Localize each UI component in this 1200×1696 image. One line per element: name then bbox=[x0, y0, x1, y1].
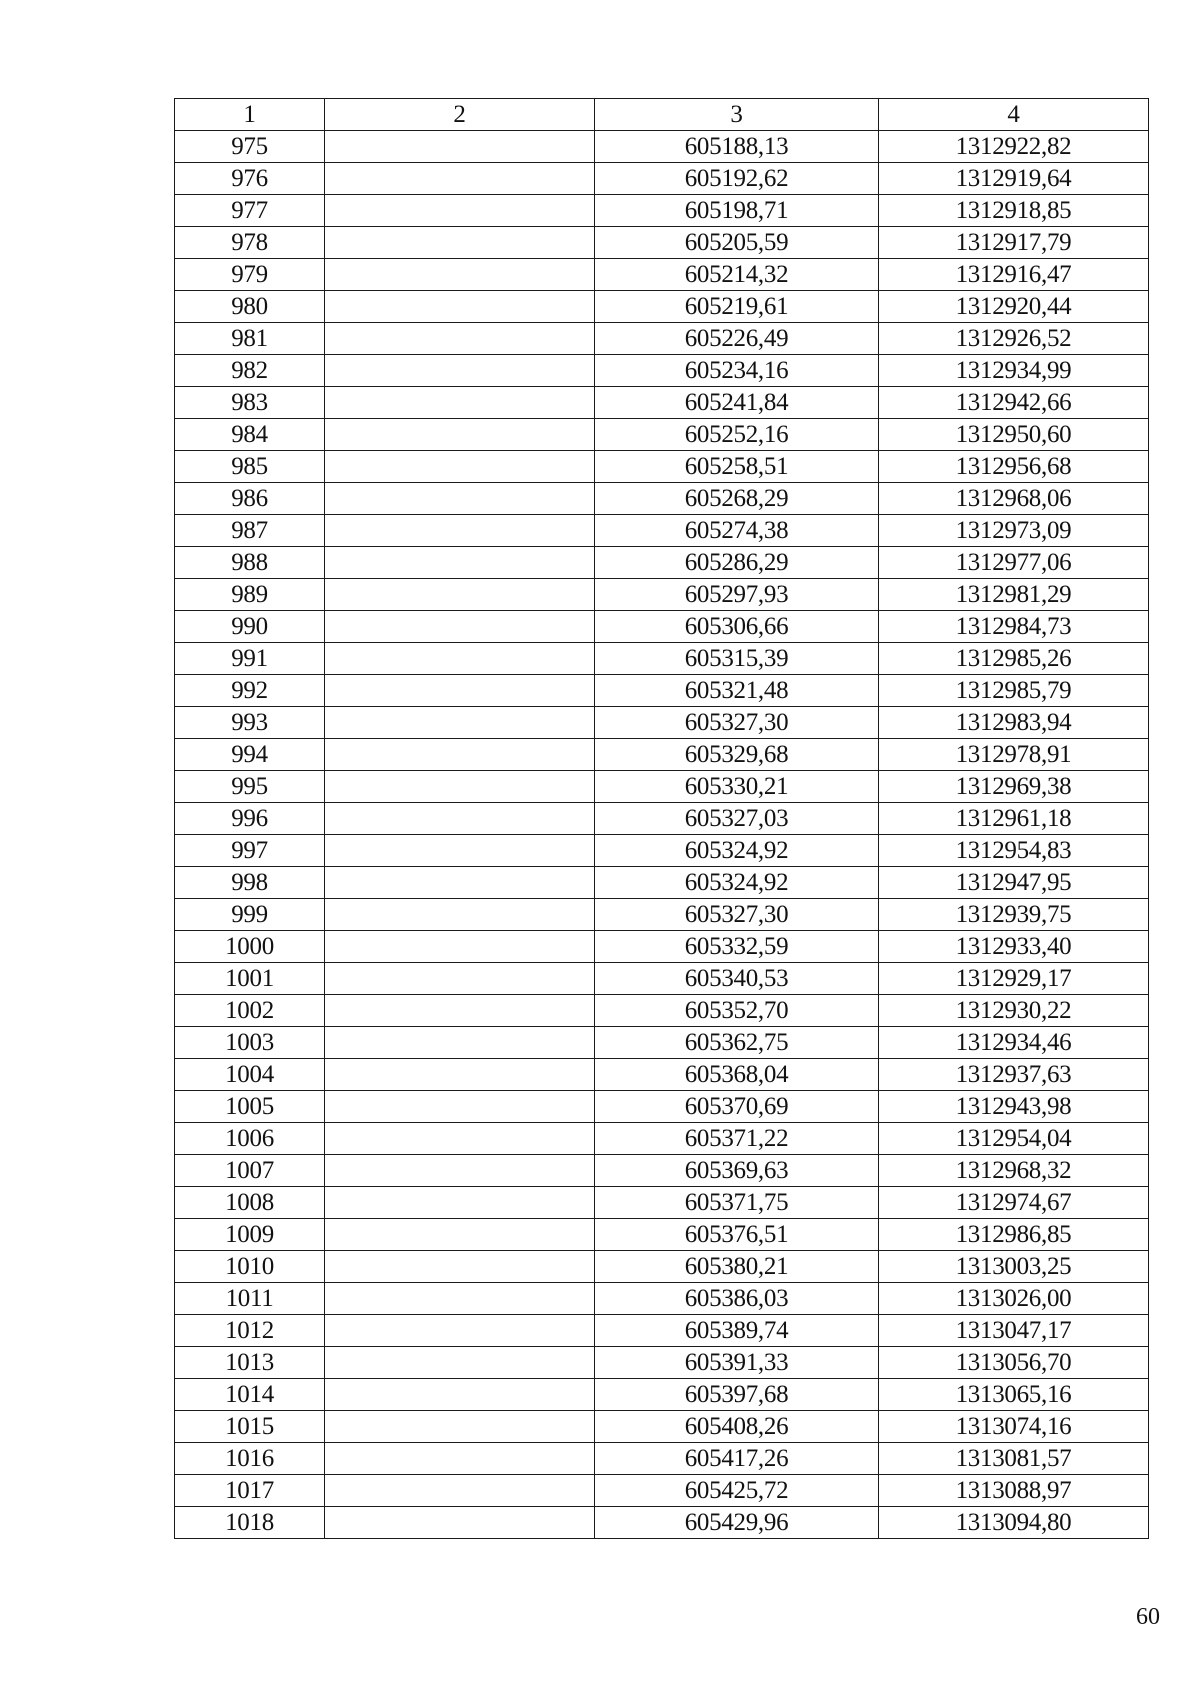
table-row bbox=[175, 867, 1149, 899]
description-cell bbox=[325, 579, 595, 611]
description-cell bbox=[325, 451, 595, 483]
x-coordinate-cell: 605391,33 bbox=[595, 1347, 879, 1379]
y-coordinate-cell: 1312934,99 bbox=[879, 355, 1149, 387]
point-number-cell: 985 bbox=[175, 451, 325, 483]
description-cell bbox=[325, 739, 595, 771]
description-cell bbox=[325, 483, 595, 515]
column-header-3: 3 bbox=[595, 99, 879, 131]
y-coordinate-cell: 1312956,68 bbox=[879, 451, 1149, 483]
table-row bbox=[175, 1411, 1149, 1443]
table-row bbox=[175, 1027, 1149, 1059]
x-coordinate-cell: 605370,69 bbox=[595, 1091, 879, 1123]
x-coordinate-cell: 605352,70 bbox=[595, 995, 879, 1027]
table-header-row bbox=[175, 99, 1149, 131]
description-cell bbox=[325, 355, 595, 387]
table-row bbox=[175, 1059, 1149, 1091]
table-row bbox=[175, 387, 1149, 419]
x-coordinate-cell: 605386,03 bbox=[595, 1283, 879, 1315]
y-coordinate-cell: 1312918,85 bbox=[879, 195, 1149, 227]
table-row bbox=[175, 1475, 1149, 1507]
x-coordinate-cell: 605408,26 bbox=[595, 1411, 879, 1443]
table-row bbox=[175, 1347, 1149, 1379]
y-coordinate-cell: 1313003,25 bbox=[879, 1251, 1149, 1283]
table-row bbox=[175, 515, 1149, 547]
description-cell bbox=[325, 227, 595, 259]
table-row bbox=[175, 1219, 1149, 1251]
y-coordinate-cell: 1312926,52 bbox=[879, 323, 1149, 355]
description-cell bbox=[325, 547, 595, 579]
y-coordinate-cell: 1312985,26 bbox=[879, 643, 1149, 675]
y-coordinate-cell: 1312969,38 bbox=[879, 771, 1149, 803]
point-number-cell: 997 bbox=[175, 835, 325, 867]
point-number-cell: 987 bbox=[175, 515, 325, 547]
description-cell bbox=[325, 931, 595, 963]
table-row bbox=[175, 1283, 1149, 1315]
x-coordinate-cell: 605340,53 bbox=[595, 963, 879, 995]
description-cell bbox=[325, 675, 595, 707]
y-coordinate-cell: 1312974,67 bbox=[879, 1187, 1149, 1219]
coordinates-table bbox=[174, 98, 1149, 1539]
x-coordinate-cell: 605369,63 bbox=[595, 1155, 879, 1187]
x-coordinate-cell: 605297,93 bbox=[595, 579, 879, 611]
point-number-cell: 1007 bbox=[175, 1155, 325, 1187]
y-coordinate-cell: 1312942,66 bbox=[879, 387, 1149, 419]
description-cell bbox=[325, 643, 595, 675]
x-coordinate-cell: 605268,29 bbox=[595, 483, 879, 515]
x-coordinate-cell: 605429,96 bbox=[595, 1507, 879, 1539]
point-number-cell: 981 bbox=[175, 323, 325, 355]
y-coordinate-cell: 1312984,73 bbox=[879, 611, 1149, 643]
table-row bbox=[175, 1315, 1149, 1347]
y-coordinate-cell: 1312934,46 bbox=[879, 1027, 1149, 1059]
table-row bbox=[175, 1187, 1149, 1219]
table-row bbox=[175, 195, 1149, 227]
table-row bbox=[175, 771, 1149, 803]
x-coordinate-cell: 605425,72 bbox=[595, 1475, 879, 1507]
point-number-cell: 1000 bbox=[175, 931, 325, 963]
description-cell bbox=[325, 387, 595, 419]
point-number-cell: 984 bbox=[175, 419, 325, 451]
y-coordinate-cell: 1312954,04 bbox=[879, 1123, 1149, 1155]
description-cell bbox=[325, 195, 595, 227]
y-coordinate-cell: 1312968,32 bbox=[879, 1155, 1149, 1187]
point-number-cell: 1008 bbox=[175, 1187, 325, 1219]
table-row bbox=[175, 899, 1149, 931]
point-number-cell: 1011 bbox=[175, 1283, 325, 1315]
point-number-cell: 996 bbox=[175, 803, 325, 835]
description-cell bbox=[325, 1219, 595, 1251]
table-row bbox=[175, 931, 1149, 963]
description-cell bbox=[325, 1411, 595, 1443]
point-number-cell: 1013 bbox=[175, 1347, 325, 1379]
x-coordinate-cell: 605327,03 bbox=[595, 803, 879, 835]
point-number-cell: 979 bbox=[175, 259, 325, 291]
table-row bbox=[175, 1379, 1149, 1411]
y-coordinate-cell: 1313094,80 bbox=[879, 1507, 1149, 1539]
x-coordinate-cell: 605252,16 bbox=[595, 419, 879, 451]
point-number-cell: 1004 bbox=[175, 1059, 325, 1091]
table-row bbox=[175, 227, 1149, 259]
description-cell bbox=[325, 291, 595, 323]
description-cell bbox=[325, 1091, 595, 1123]
y-coordinate-cell: 1312916,47 bbox=[879, 259, 1149, 291]
point-number-cell: 978 bbox=[175, 227, 325, 259]
description-cell bbox=[325, 1155, 595, 1187]
table-row bbox=[175, 1155, 1149, 1187]
point-number-cell: 983 bbox=[175, 387, 325, 419]
description-cell bbox=[325, 867, 595, 899]
x-coordinate-cell: 605205,59 bbox=[595, 227, 879, 259]
point-number-cell: 998 bbox=[175, 867, 325, 899]
description-cell bbox=[325, 1027, 595, 1059]
x-coordinate-cell: 605330,21 bbox=[595, 771, 879, 803]
table-row bbox=[175, 835, 1149, 867]
x-coordinate-cell: 605214,32 bbox=[595, 259, 879, 291]
description-cell bbox=[325, 707, 595, 739]
point-number-cell: 1001 bbox=[175, 963, 325, 995]
description-cell bbox=[325, 1443, 595, 1475]
x-coordinate-cell: 605329,68 bbox=[595, 739, 879, 771]
point-number-cell: 980 bbox=[175, 291, 325, 323]
y-coordinate-cell: 1312939,75 bbox=[879, 899, 1149, 931]
description-cell bbox=[325, 131, 595, 163]
y-coordinate-cell: 1312983,94 bbox=[879, 707, 1149, 739]
x-coordinate-cell: 605258,51 bbox=[595, 451, 879, 483]
y-coordinate-cell: 1312954,83 bbox=[879, 835, 1149, 867]
point-number-cell: 1010 bbox=[175, 1251, 325, 1283]
point-number-cell: 994 bbox=[175, 739, 325, 771]
point-number-cell: 986 bbox=[175, 483, 325, 515]
description-cell bbox=[325, 963, 595, 995]
table-row bbox=[175, 547, 1149, 579]
description-cell bbox=[325, 1475, 595, 1507]
page-number: 60 bbox=[1136, 1604, 1160, 1630]
table-row bbox=[175, 131, 1149, 163]
table-row bbox=[175, 803, 1149, 835]
x-coordinate-cell: 605362,75 bbox=[595, 1027, 879, 1059]
point-number-cell: 1006 bbox=[175, 1123, 325, 1155]
x-coordinate-cell: 605368,04 bbox=[595, 1059, 879, 1091]
point-number-cell: 999 bbox=[175, 899, 325, 931]
x-coordinate-cell: 605332,59 bbox=[595, 931, 879, 963]
table-row bbox=[175, 739, 1149, 771]
x-coordinate-cell: 605274,38 bbox=[595, 515, 879, 547]
point-number-cell: 1009 bbox=[175, 1219, 325, 1251]
x-coordinate-cell: 605219,61 bbox=[595, 291, 879, 323]
table-row bbox=[175, 291, 1149, 323]
y-coordinate-cell: 1313088,97 bbox=[879, 1475, 1149, 1507]
description-cell bbox=[325, 1315, 595, 1347]
x-coordinate-cell: 605198,71 bbox=[595, 195, 879, 227]
point-number-cell: 992 bbox=[175, 675, 325, 707]
x-coordinate-cell: 605327,30 bbox=[595, 899, 879, 931]
y-coordinate-cell: 1312937,63 bbox=[879, 1059, 1149, 1091]
description-cell bbox=[325, 1123, 595, 1155]
y-coordinate-cell: 1312978,91 bbox=[879, 739, 1149, 771]
y-coordinate-cell: 1312920,44 bbox=[879, 291, 1149, 323]
table-row bbox=[175, 355, 1149, 387]
x-coordinate-cell: 605327,30 bbox=[595, 707, 879, 739]
description-cell bbox=[325, 163, 595, 195]
y-coordinate-cell: 1312943,98 bbox=[879, 1091, 1149, 1123]
description-cell bbox=[325, 1507, 595, 1539]
description-cell bbox=[325, 803, 595, 835]
point-number-cell: 1002 bbox=[175, 995, 325, 1027]
x-coordinate-cell: 605324,92 bbox=[595, 867, 879, 899]
point-number-cell: 1014 bbox=[175, 1379, 325, 1411]
table-row bbox=[175, 1443, 1149, 1475]
y-coordinate-cell: 1312930,22 bbox=[879, 995, 1149, 1027]
table-row bbox=[175, 1123, 1149, 1155]
y-coordinate-cell: 1312968,06 bbox=[879, 483, 1149, 515]
point-number-cell: 975 bbox=[175, 131, 325, 163]
table-row bbox=[175, 483, 1149, 515]
x-coordinate-cell: 605389,74 bbox=[595, 1315, 879, 1347]
x-coordinate-cell: 605306,66 bbox=[595, 611, 879, 643]
table-row bbox=[175, 675, 1149, 707]
x-coordinate-cell: 605417,26 bbox=[595, 1443, 879, 1475]
description-cell bbox=[325, 771, 595, 803]
y-coordinate-cell: 1313026,00 bbox=[879, 1283, 1149, 1315]
description-cell bbox=[325, 899, 595, 931]
table-body bbox=[175, 131, 1149, 1539]
y-coordinate-cell: 1312947,95 bbox=[879, 867, 1149, 899]
point-number-cell: 1018 bbox=[175, 1507, 325, 1539]
point-number-cell: 1003 bbox=[175, 1027, 325, 1059]
x-coordinate-cell: 605321,48 bbox=[595, 675, 879, 707]
point-number-cell: 990 bbox=[175, 611, 325, 643]
x-coordinate-cell: 605286,29 bbox=[595, 547, 879, 579]
x-coordinate-cell: 605241,84 bbox=[595, 387, 879, 419]
description-cell bbox=[325, 1283, 595, 1315]
point-number-cell: 1017 bbox=[175, 1475, 325, 1507]
x-coordinate-cell: 605315,39 bbox=[595, 643, 879, 675]
y-coordinate-cell: 1312919,64 bbox=[879, 163, 1149, 195]
table-row bbox=[175, 579, 1149, 611]
description-cell bbox=[325, 1059, 595, 1091]
table-row bbox=[175, 419, 1149, 451]
description-cell bbox=[325, 1379, 595, 1411]
x-coordinate-cell: 605371,22 bbox=[595, 1123, 879, 1155]
y-coordinate-cell: 1312986,85 bbox=[879, 1219, 1149, 1251]
table-row bbox=[175, 323, 1149, 355]
column-header-1: 1 bbox=[175, 99, 325, 131]
y-coordinate-cell: 1313056,70 bbox=[879, 1347, 1149, 1379]
point-number-cell: 995 bbox=[175, 771, 325, 803]
point-number-cell: 977 bbox=[175, 195, 325, 227]
x-coordinate-cell: 605397,68 bbox=[595, 1379, 879, 1411]
point-number-cell: 993 bbox=[175, 707, 325, 739]
description-cell bbox=[325, 611, 595, 643]
y-coordinate-cell: 1312961,18 bbox=[879, 803, 1149, 835]
y-coordinate-cell: 1312985,79 bbox=[879, 675, 1149, 707]
description-cell bbox=[325, 1347, 595, 1379]
table-row bbox=[175, 1091, 1149, 1123]
table-row bbox=[175, 1251, 1149, 1283]
x-coordinate-cell: 605226,49 bbox=[595, 323, 879, 355]
point-number-cell: 991 bbox=[175, 643, 325, 675]
x-coordinate-cell: 605324,92 bbox=[595, 835, 879, 867]
point-number-cell: 982 bbox=[175, 355, 325, 387]
table-row bbox=[175, 643, 1149, 675]
x-coordinate-cell: 605192,62 bbox=[595, 163, 879, 195]
description-cell bbox=[325, 1251, 595, 1283]
y-coordinate-cell: 1313074,16 bbox=[879, 1411, 1149, 1443]
point-number-cell: 1015 bbox=[175, 1411, 325, 1443]
x-coordinate-cell: 605380,21 bbox=[595, 1251, 879, 1283]
point-number-cell: 1012 bbox=[175, 1315, 325, 1347]
y-coordinate-cell: 1312981,29 bbox=[879, 579, 1149, 611]
point-number-cell: 989 bbox=[175, 579, 325, 611]
y-coordinate-cell: 1312922,82 bbox=[879, 131, 1149, 163]
y-coordinate-cell: 1313081,57 bbox=[879, 1443, 1149, 1475]
table-row bbox=[175, 259, 1149, 291]
y-coordinate-cell: 1312977,06 bbox=[879, 547, 1149, 579]
description-cell bbox=[325, 1187, 595, 1219]
table-row bbox=[175, 963, 1149, 995]
table-row bbox=[175, 707, 1149, 739]
y-coordinate-cell: 1312933,40 bbox=[879, 931, 1149, 963]
point-number-cell: 988 bbox=[175, 547, 325, 579]
y-coordinate-cell: 1312973,09 bbox=[879, 515, 1149, 547]
description-cell bbox=[325, 259, 595, 291]
point-number-cell: 976 bbox=[175, 163, 325, 195]
x-coordinate-cell: 605376,51 bbox=[595, 1219, 879, 1251]
table-row bbox=[175, 451, 1149, 483]
table-row bbox=[175, 163, 1149, 195]
description-cell bbox=[325, 995, 595, 1027]
x-coordinate-cell: 605371,75 bbox=[595, 1187, 879, 1219]
column-header-2: 2 bbox=[325, 99, 595, 131]
table-row bbox=[175, 995, 1149, 1027]
x-coordinate-cell: 605234,16 bbox=[595, 355, 879, 387]
y-coordinate-cell: 1312950,60 bbox=[879, 419, 1149, 451]
point-number-cell: 1005 bbox=[175, 1091, 325, 1123]
table-row bbox=[175, 1507, 1149, 1539]
description-cell bbox=[325, 515, 595, 547]
description-cell bbox=[325, 419, 595, 451]
description-cell bbox=[325, 323, 595, 355]
y-coordinate-cell: 1312929,17 bbox=[879, 963, 1149, 995]
y-coordinate-cell: 1313047,17 bbox=[879, 1315, 1149, 1347]
table-row bbox=[175, 611, 1149, 643]
x-coordinate-cell: 605188,13 bbox=[595, 131, 879, 163]
y-coordinate-cell: 1313065,16 bbox=[879, 1379, 1149, 1411]
description-cell bbox=[325, 835, 595, 867]
y-coordinate-cell: 1312917,79 bbox=[879, 227, 1149, 259]
point-number-cell: 1016 bbox=[175, 1443, 325, 1475]
column-header-4: 4 bbox=[879, 99, 1149, 131]
